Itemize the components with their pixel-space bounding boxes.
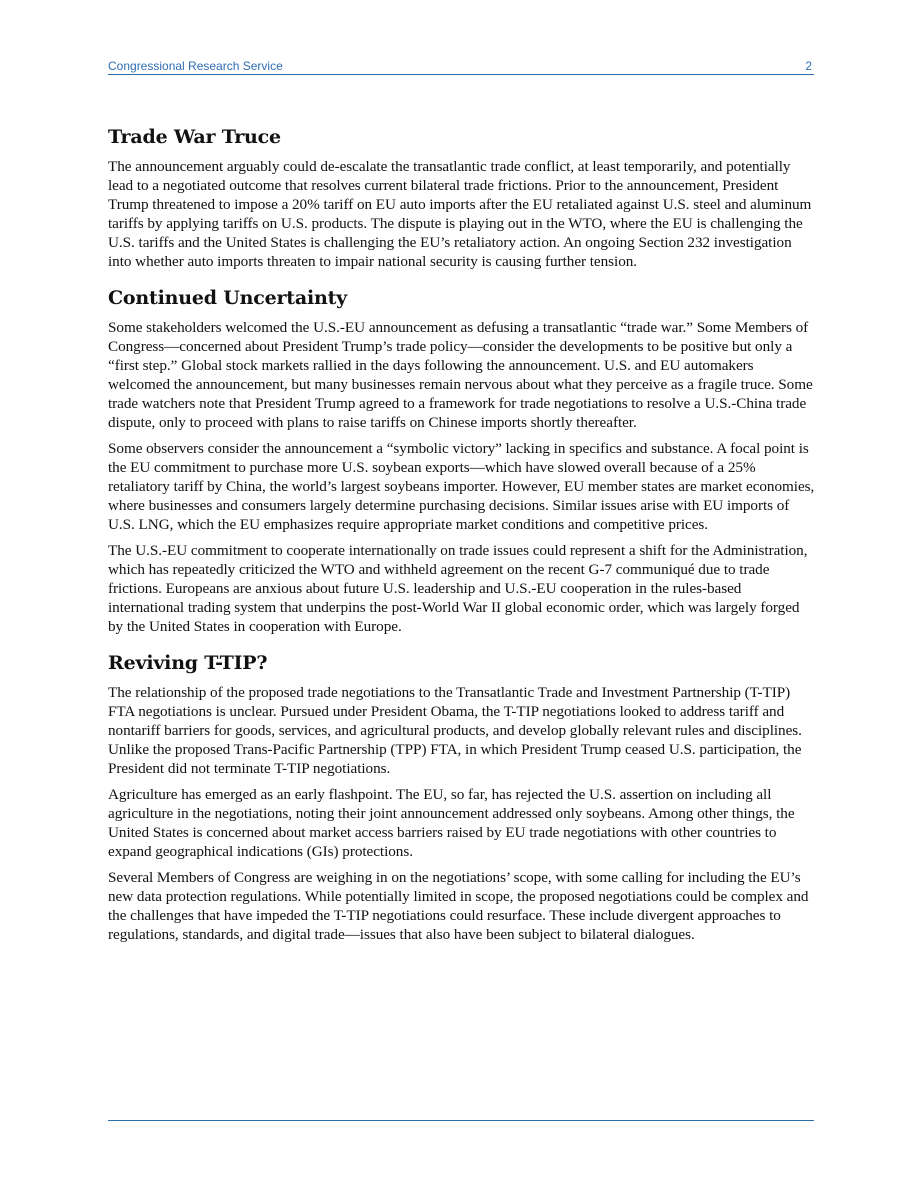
section-trade-war-truce xyxy=(108,124,816,271)
body-paragraph: Some observers consider the announcement a “symbolic victory” lacking in specifics and substance. A focal point is the EU commitment to purchase more U.S. soybean exports—which have slowed overall because of a 25% retaliatory tariff by China, the world’s largest soybeans importer. However, EU member states are market economies, where businesses and consumers largely determine purchasing decisions. Similar issues arise with EU imports of U.S. LNG, which the EU emphasizes require appropriate market conditions and competitive prices. xyxy=(108,440,815,533)
body-paragraph: The relationship of the proposed trade negotiations to the Transatlantic Trade and Investment Partnership (T-TIP) FTA negotiations is unclear. Pursued under President Obama, the T-TIP negotiations looked to address tariff and nontariff barriers for goods, services, and agricultural products, and develop globally relevant rules and disciplines. Unlike the proposed Trans-Pacific Partnership (TPP) FTA, in which President Trump ceased U.S. participation, the President did not terminate T-TIP negotiations. xyxy=(108,684,802,777)
section-continued-uncertainty xyxy=(108,285,816,636)
section-heading: Trade War Truce xyxy=(108,126,281,148)
section-reviving-ttip xyxy=(108,650,816,944)
section-heading: Reviving T-TIP? xyxy=(108,652,268,674)
page-number: 2 xyxy=(805,59,812,73)
body-paragraph: Some stakeholders welcomed the U.S.-EU announcement as defusing a transatlantic “trade war.” Some Members of Congress—concerned about President Trump’s trade policy—consider the developments to be positive but only a “first step.” Global stock markets rallied in the days following the announcement. U.S. and EU automakers welcomed the announcement, but many businesses remain nervous about what they perceive as a fragile truce. Some trade watchers note that President Trump agreed to a framework for trade negotiations to resolve a U.S.-China trade dispute, only to proceed with plans to raise tariffs on Chinese imports shortly thereafter. xyxy=(108,319,813,431)
footer-divider xyxy=(108,1120,814,1121)
body-paragraph: The U.S.-EU commitment to cooperate internationally on trade issues could represent a shift for the Administration, which has repeatedly criticized the WTO and withheld agreement on the recent G-7 communiqué due to trade frictions. Europeans are anxious about future U.S. leadership and U.S.-EU cooperation in the rules-based international trading system that underpins the post-World War II global economic order, which was largely forged by the United States in cooperation with Europe. xyxy=(108,542,808,635)
body-paragraph: Agriculture has emerged as an early flashpoint. The EU, so far, has rejected the U.S. assertion on including all agriculture in the negotiations, noting their joint announcement addressed only soybeans. Among other things, the United States is concerned about market access barriers raised by EU trade negotiations with other countries to expand geographical indications (GIs) protections. xyxy=(108,786,795,860)
section-heading: Continued Uncertainty xyxy=(108,287,348,309)
body-paragraph: Several Members of Congress are weighing in on the negotiations’ scope, with some calling for including the EU’s new data protection regulations. While potentially limited in scope, the proposed negotiations could be complex and the challenges that have impeded the T-TIP negotiations could resurface. These include divergent approaches to regulations, standards, and digital trade—issues that also have been subject to bilateral dialogues. xyxy=(108,869,809,943)
header-source-label: Congressional Research Service xyxy=(108,59,283,73)
body-paragraph: The announcement arguably could de-escalate the transatlantic trade conflict, at least temporarily, and potentially lead to a negotiated outcome that resolves current bilateral trade frictions. Prior to the announcement, President Trump threatened to impose a 20% tariff on EU auto imports after the EU retaliated against U.S. steel and aluminum tariffs by applying tariffs on U.S. products. The dispute is playing out in the WTO, where the EU is challenging the U.S. tariffs and the United States is challenging the EU’s retaliatory action. An ongoing Section 232 investigation into whether auto imports threaten to impair national security is causing further tension. xyxy=(108,158,812,270)
running-header xyxy=(108,58,814,75)
document-body xyxy=(108,124,816,958)
